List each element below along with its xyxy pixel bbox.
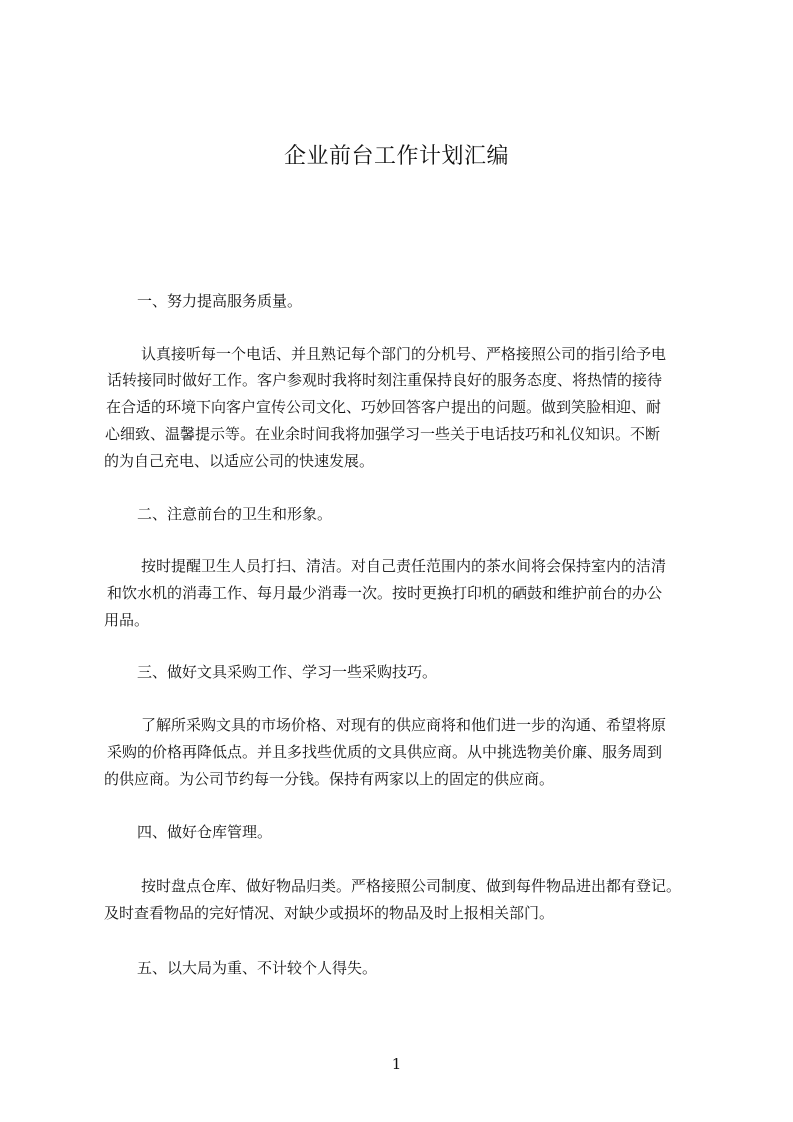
- section-3-line-3: 的供应商。为公司节约每一分钱。保持有两家以上的固定的供应商。: [104, 770, 555, 788]
- section-1-line-5: 的为自己充电、以适应公司的快速发展。: [104, 452, 375, 470]
- section-1-line-4: 心细致、温馨提示等。在业余时间我将加强学习一些关于电话技巧和礼仪知识。不断: [105, 425, 661, 443]
- section-3-line-2: 采购的价格再降低点。并且多找些优质的文具供应商。从中挑选物美价廉、服务周到: [107, 743, 663, 761]
- section-1-line-2: 话转接同时做好工作。客户参观时我将时刻注重保持良好的服务态度、将热情的接待: [107, 371, 663, 389]
- section-3-line-1: 了解所采购文具的市场价格、对现有的供应商将和他们进一步的沟通、希望将原: [141, 716, 667, 734]
- section-2-heading: 二、注意前台的卫生和形象。: [137, 505, 333, 523]
- section-4-heading: 四、做好仓库管理。: [137, 823, 273, 841]
- section-2-line-3: 用品。: [104, 611, 150, 629]
- section-2-line-2: 和饮水机的消毒工作、每月最少消毒一次。按时更换打印机的硒鼓和维护前台的办公: [107, 584, 663, 602]
- section-4-line-2: 及时查看物品的完好情况、对缺少或损坏的物品及时上报相关部门。: [104, 904, 555, 922]
- section-2-line-1: 按时提醒卫生人员打扫、清洁。对自己责任范围内的茶水间将会保持室内的洁清: [141, 557, 667, 575]
- section-5-heading: 五、以大局为重、不计较个人得失。: [137, 959, 378, 977]
- document-title: 企业前台工作计划汇编: [283, 144, 509, 169]
- section-4-line-1: 按时盘点仓库、做好物品归类。严格接照公司制度、做到每件物品进出都有登记。: [141, 877, 682, 895]
- section-1-line-3: 在合适的环境下向客户宣传公司文化、巧妙回答客户提出的问题。做到笑脸相迎、耐: [106, 398, 662, 416]
- section-1-heading: 一、努力提高服务质量。: [137, 292, 303, 310]
- page-number: 1: [391, 1055, 402, 1073]
- section-1-line-1: 认真接听每一个电话、并且熟记每个部门的分机号、严格接照公司的指引给予电: [141, 345, 667, 363]
- section-3-heading: 三、做好文具采购工作、学习一些采购技巧。: [137, 663, 438, 681]
